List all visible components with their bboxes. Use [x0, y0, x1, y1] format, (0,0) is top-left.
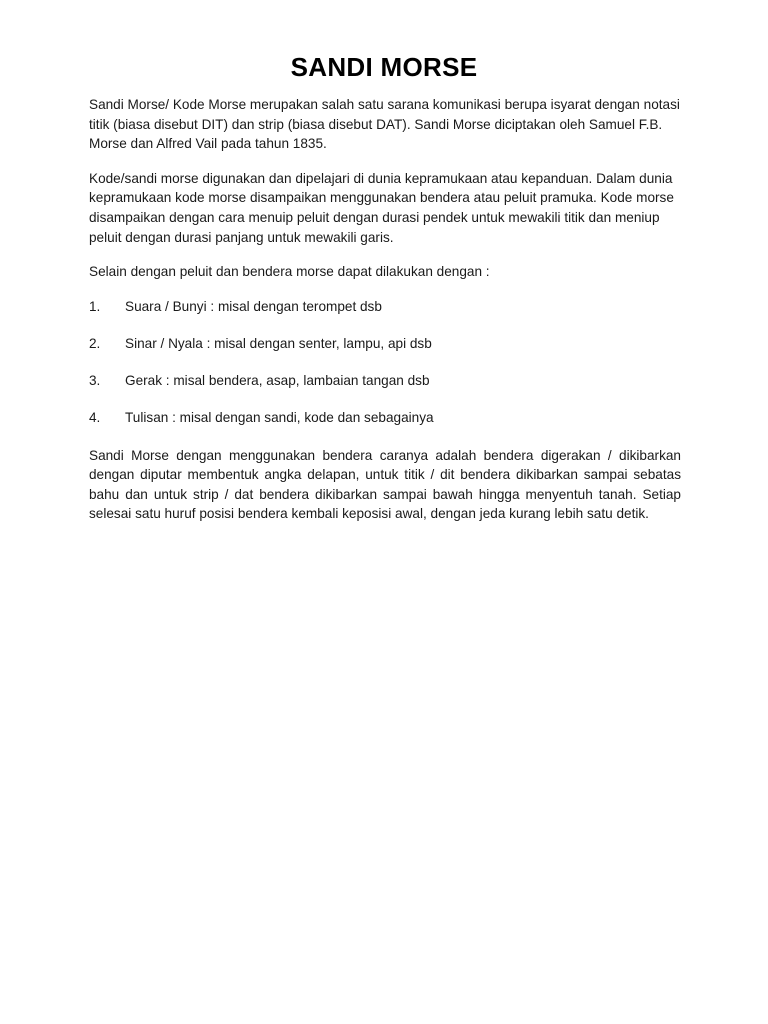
list-item: [89, 408, 681, 428]
list-item-number: 3.: [89, 373, 101, 389]
page-title: SANDI MORSE: [290, 52, 478, 82]
list-item-number: 2.: [89, 335, 101, 351]
list-item: [89, 297, 681, 317]
paragraph-flag-method: Sandi Morse dengan menggunakan bendera caranya adalah bendera digerakan / dikibarkan dengan diputar membentuk angka delapan, untuk titik / dit bendera dikibarkan sampai sebatas bahu dan untuk strip / dat bendera dikibarkan sampai bawah hingga menyentuh tanah. Setiap selesai satu huruf posisi bendera kembali keposisi awal, dengan jeda kurang lebih satu detik.: [89, 447, 681, 522]
list-item-text: Sinar / Nyala : misal dengan senter, lampu, api dsb: [125, 335, 432, 351]
list-item-number: 4.: [89, 410, 101, 426]
list-item: [89, 334, 681, 354]
list-item-number: 1.: [89, 298, 101, 314]
paragraph-intro: Sandi Morse/ Kode Morse merupakan salah satu sarana komunikasi berupa isyarat dengan notasi titik (biasa disebut DIT) dan strip (biasa disebut DAT). Sandi Morse diciptakan oleh Samuel F.B. Morse dan Alfred Vail pada tahun 1835.: [89, 97, 680, 152]
list-item-text: Tulisan : misal dengan sandi, kode dan sebagainya: [125, 410, 434, 426]
methods-list: [89, 297, 681, 428]
list-item: [89, 371, 681, 391]
list-item-text: Gerak : misal bendera, asap, lambaian tangan dsb: [125, 373, 430, 389]
list-item-text: Suara / Bunyi : misal dengan terompet dsb: [125, 298, 382, 314]
paragraph-scouting: Kode/sandi morse digunakan dan dipelajari di dunia kepramukaan atau kepanduan. Dalam dunia kepramukaan kode morse disampaikan menggunakan bendera atau peluit pramuka. Kode morse disampaikan dengan cara menuip peluit dengan durasi pendek untuk mewakili titik dan meniup peluit dengan durasi panjang untuk mewakili garis.: [89, 170, 674, 245]
paragraph-methods-intro: Selain dengan peluit dan bendera morse dapat dilakukan dengan :: [89, 264, 490, 280]
document-body: [89, 95, 681, 539]
